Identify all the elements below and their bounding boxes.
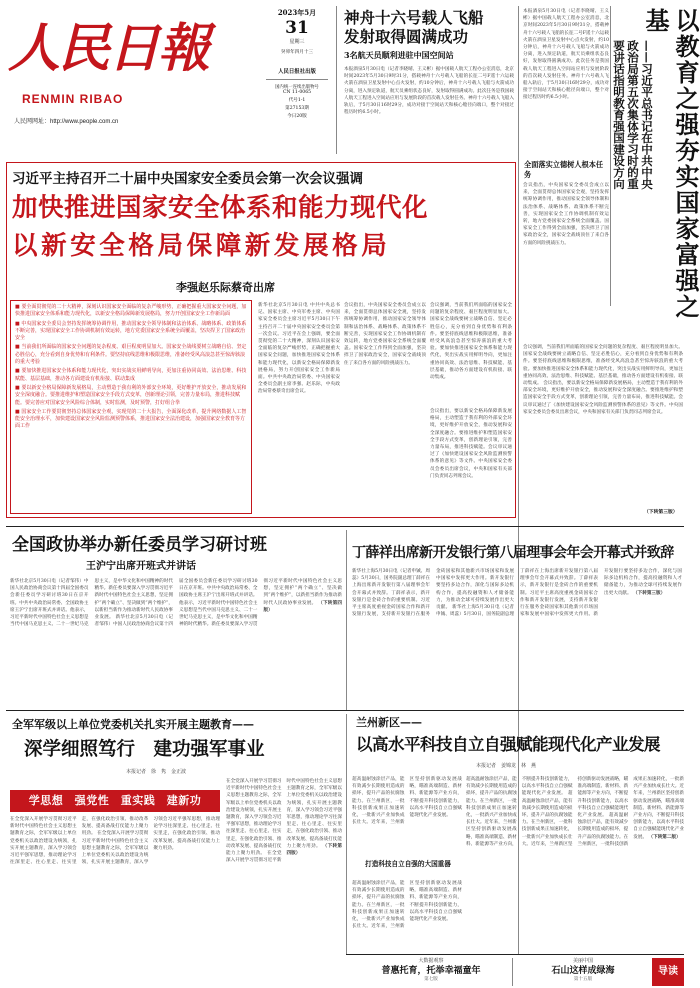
lanzhou-continue: （下转第二版） — [648, 834, 681, 840]
lead-body-col-3: 会议强调，当前我们所面临的国家安全问题的复杂程度、艰巨程度明显加大。国家安全战线要树立战略自信、坚定必胜信心，充分看到自身优势和有利条件。要坚持底线思维和极限思维，准备经受风高浪急甚至惊涛骇浪的重大考验。要加快推进国家安全体系和能力现代化，突出实战实用鲜明导向，更加注重协同高效、法治思维、科技赋能、基层基础，推动各方面建设有机衔接、联动集成。 — [430, 303, 512, 381]
promo-2-page: 第十五版 — [573, 977, 593, 982]
lunar-date: 癸卯年四月十三 — [280, 50, 314, 55]
lead-body-col-1: 新华社北京5月30日电 中共中央总书记、国家主席、中央军委主席、中央国家安全委员会主席习近平5月30日下午主持召开二十届中央国家安全委员会第一次会议。习近平在会上强调，要全面贯彻党的二十大精神，深刻认识国家安全面临的复杂严峻形势，正确把握重大国家安全问题，加快推进国家安全体系和能力现代化，以新安全格局保障新发展格局，努力开创国家安全工作新局面。中共中央政治局常委、中央国家安全委员会副主席李强、赵乐际，中央政治局常委蔡奇出席会议。 — [258, 303, 340, 395]
lead-kicker: 习近平主持召开二十届中央国家安全委员会第一次会议强调 — [12, 171, 363, 187]
promo-2-label: 美丽中国 — [572, 958, 593, 964]
lead-summary-item: ■ 当前我们所面临的国家安全问题的复杂程度、艰巨程度明显加大。国家安全战线要树立战略自信、坚定必胜信心，充分看到自身优势和有利条件。要坚持底线思维和极限思维，准备经受风高浪急甚至惊涛骇浪的重大考验 — [15, 344, 247, 366]
military-headline: 深学细照笃行 建功强军事业 — [24, 739, 265, 760]
top-news-body: 本报酒泉5月30日电（记者李晓晴、王义彬）据中国载人航天工程办公室消息，北京时间2023年5月30日9时31分，搭载神舟十六号载人飞船的长征二号F遥十六运载火箭在酒泉卫星发射中心点火发射，约10分钟后，神舟十六号载人飞船与火箭成功分离，进入预定轨道，航天员乘组状态良好，发射取得圆满成功。此次任务是我国载人航天工程进入空间站应用与发展阶段的首次载人发射任务。神舟十六号载人飞船入轨后，于5月30日16时29分，成功对接于空间站天和核心舱径向端口，整个对接过程历时约6.5小时。 — [344, 67, 514, 116]
lanzhou-body-1: 超高温耐蚀涂层产品，能有效减少长期使用造成的损坏，提升产品的抗腐蚀能力。在兰州新区，一批科技创新成果正加速转化，一批新兴产业加快成长壮大。近年来，兰州新区坚持创新驱动发展战略，瞄准高端制造、新材料、新能源等产业方向，不断提升科技创新能力，以高水平科技自立自强赋能现代化产业发展。 — [352, 777, 462, 826]
right-column-top-text — [523, 8, 609, 156]
bank-body: 新华社上海5月30日电（记者申铖、周蕊）5月30日，国务院副总理丁薛祥在上海出席新开发银行第八届理事会年会开幕式并致辞。丁薛祥表示，新开发银行是金砖合作的重要机制。习近平主席高度重视金砖国家合作和新开发银行发展，支持新开发银行在服务金砖国家和其他新兴市场国家和发展中国家中发挥更大作用。新开发银行要坚持多边合作，深化与国际多边机构合作，提高投融资和人才储备能力，为推动全球可持续发展作出更大贡献。 新华社上海5月30日电（记者申铖、周蕊）5月30日，国务院副总理丁薛祥在上海出席新开发银行第八届理事会年会开幕式并致辞。丁薛祥表示，新开发银行是金砖合作的重要机制。习近平主席高度重视金砖国家合作和新开发银行发展，支持新开发银行在服务金砖国家和其他新兴市场国家和发展中国家中发挥更大作用。新开发银行要坚持多边合作，深化与国际多边机构合作，提高投融资和人才储备能力，为推动全球可持续发展作出更大贡献。 （下转第三版） — [352, 569, 682, 618]
bullet-icon: ■ — [15, 384, 22, 391]
promo-1[interactable] — [356, 958, 506, 986]
lead-summary-item: ■ 要以新安全格局保障新发展格局，主动塑造于我有利的外部安全环境，更好维护开放安全，推动发展和安全深度融合。要推进维护和塑造国家安全手段方式变革，创新理论引领，完善力量布局，推进科技赋能。要完善应对国家安全风险综合体制，实时监测，及时预警，打好组合拳 — [15, 384, 247, 406]
military-body-left: 在全党深入开展学习贯彻习近平新时代中国特色社会主义思想主题教育之际，全军军级以上单位党委机关以政治建设为统领，扎实开展主题教育，深入学习领会习近平强军思想，推动理论学习往深里走、往心里走、往实里走，在强化政治引领、推动改革发展、提高备战打仗能力上聚力用劲。 在全党深入开展学习贯彻习近平新时代中国特色社会主义思想主题教育之际，全军军级以上单位党委机关以政治建设为统领，扎实开展主题教育，深入学习领会习近平强军思想，推动理论学习往深里走、往心里走、往实里走，在强化政治引领、推动改革发展、提高备战打仗能力上聚力用劲。 — [10, 817, 220, 866]
cppcc-headline: 全国政协举办新任委员学习研讨班 — [12, 535, 267, 555]
code-number: 代号1-1 — [288, 98, 306, 103]
promo-2[interactable] — [518, 958, 648, 986]
lead-summary-box — [10, 300, 252, 514]
guide-tab[interactable]: 导读 — [652, 958, 684, 986]
right-vertical-title: 以教育之强夯实国家富强之基 — [641, 8, 700, 320]
promo-2-title: 石山这样成绿海 — [551, 966, 615, 976]
right-text-body-1: 会议指出，中央国家安全委员会成立以来，全面贯彻总体国家安全观，坚持发挥统筹协调作用，推动国家安全领导体制和法治体系、战略体系、政策体系不断完善，实现国家安全工作协调机制有效运转，地方党委国家安全系统全面覆盖。国家安全工作得到全面加强，坚决捍卫了国家政治安全，国家安全战线顶住了来自各方面的风险挑战压力。 — [523, 183, 609, 246]
logo-text: 人民日報 — [8, 18, 209, 79]
lanzhou-headline: 以高水平科技自立自强赋能现代化产业发展 — [356, 735, 660, 754]
date-day: 31 — [285, 18, 309, 38]
lanzhou-inner-subhead: 打造科技自立自强的大国重器 — [365, 860, 451, 868]
lead-headline-2: 以新安全格局保障新发展格局 — [12, 231, 391, 261]
lead-summary-item: ■ 要加快推进国家安全体系和能力现代化，突出实战实用鲜明导向，更加注重协同高效、法治思维、科技赋能、基层基础，推动各方面建设有机衔接、联动集成 — [15, 368, 247, 382]
military-byline: 本报记者 徐 隽 金正波 — [126, 769, 187, 775]
issn-number: CN 11-0065 — [282, 90, 312, 95]
bullet-icon: ■ — [15, 344, 22, 351]
bullet-icon: ■ — [15, 408, 22, 415]
masthead-pinyin: RENMIN RIBAO — [22, 92, 124, 106]
right-vertical-subtitle: ——习近平总书记在中共中央政治局第五次集体学习时的重要讲话指明教育强国建设方向 — [612, 40, 654, 190]
lanzhou-byline: 本报记者 姜锦龙 林 燕 — [476, 763, 537, 769]
lead-body-col-4: 会议指出，要以新安全格局保障新发展格局，主动塑造于我有利的外部安全环境，更好维护开放安全，推动发展和安全深度融合。要推进维护和塑造国家安全手段方式变革，创新理论引领，完善力量布局，推进科技赋能。会议审议通过了《加快建设国家安全风险监测预警体系的意见》等文件。中央国家安全委员会委员出席会议，中央和国家有关部门负责同志列席会议。 — [430, 409, 512, 479]
right-sidebar-head: 全面落实立德树人根本任务 — [524, 160, 604, 179]
lead-body-col-2: 会议指出，中央国家安全委员会成立以来，全面贯彻总体国家安全观，坚持发挥统筹协调作用，推动国家安全领导体制和法治体系、战略体系、政策体系不断完善，实现国家安全工作协调机制有效运转，地方党委国家安全系统全面覆盖。国家安全工作得到全面加强，坚决捍卫了国家政治安全，国家安全战线顶住了来自各方面的风险挑战压力。 — [344, 303, 426, 366]
military-kicker: 全军军级以上单位党委机关扎实开展主题教育—— — [12, 718, 254, 731]
right-text-body-3: 会议指出，要以新安全格局保障新发展格局，主动塑造于我有利的外部安全环境，更好维护开放安全，推动发展和安全深度融合。要推进维护和塑造国家安全手段方式变革，创新理论引领，完善力量布局，推进科技赋能。会议审议通过了《加快建设国家安全风险监测预警体系的意见》等文件。中央国家安全委员会委员出席会议，中央和国家有关部门负责同志列席会议。 — [523, 381, 683, 415]
bullet-icon: ■ — [15, 320, 22, 327]
top-news-subhead: 3名航天员顺利进驻中国空间站 — [344, 50, 454, 60]
military-continue: （下转第四版） — [286, 843, 342, 857]
bank-continue: （下转第三版） — [633, 590, 666, 596]
promo-1-title: 普惠托育，托举幸福童年 — [381, 966, 481, 976]
issn-label: 国内统一连续出版物号 — [275, 85, 319, 90]
promo-1-label: 大数据观察 — [418, 958, 444, 964]
cppcc-continue: （下转第四版） — [263, 600, 342, 613]
right-text-body-2: 会议强调，当前我们所面临的国家安全问题的复杂程度、艰巨程度明显加大。国家安全战线要树立战略自信、坚定必胜信心，充分看到自身优势和有利条件。要坚持底线思维和极限思维，准备经受风高浪急甚至惊涛骇浪的重大考验。要加快推进国家安全体系和能力现代化，突出实战实用鲜明导向，更加注重协同高效、法治思维、科技赋能、基层基础，推动各方面建设有机衔接、联动集成。 — [523, 345, 683, 387]
issue-number: 第27153期 — [285, 106, 309, 111]
top-news — [344, 8, 514, 154]
cppcc-body: 新华社北京5月30日电（记者邹伟）中国人民政治协商会议第十四届全国委员会新任委员学习研讨班30日在京开班。中共中央政治局常委、全国政协主席王沪宁出席开班式并讲话。他表示，习近平新时代中国特色社会主义思想是当代中国马克思主义、二十一世纪马克思主义，是中华文化和中国精神的时代精华。新任委员要深入学习贯彻习近平新时代中国特色社会主义思想，坚定拥护“两个确立”、坚决做到“两个维护”，以新担当新作为推动新时代人民政协事业发展。 新华社北京5月30日电（记者邹伟）中国人民政治协商会议第十四届全国委员会新任委员学习研讨班30日在京开班。中共中央政治局常委、全国政协主席王沪宁出席开班式并讲话。他表示，习近平新时代中国特色社会主义思想是当代中国马克思主义、二十一世纪马克思主义，是中华文化和中国精神的时代精华。新任委员要深入学习贯彻习近平新时代中国特色社会主义思想，坚定拥护“两个确立”、坚决做到“两个维护”，以新担当新作为推动新时代人民政协事业发展。 （下转第四版） — [10, 579, 342, 628]
military-body-right: 在全党深入开展学习贯彻习近平新时代中国特色社会主义思想主题教育之际，全军军级以上单位党委机关以政治建设为统领，扎实开展主题教育，深入学习领会习近平强军思想，推动理论学习往深里走、往心里走、往实里走，在强化政治引领、推动改革发展、提高备战打仗能力上聚力用劲。 在全党深入开展学习贯彻习近平新时代中国特色社会主义思想主题教育之际，全军军级以上单位党委机关以政治建设为统领，扎实开展主题教育，深入学习领会习近平强军思想，推动理论学习往深里走、往心里走、往实里走，在强化政治引领、推动改革发展、提高备战打仗能力上聚力用劲。 （下转第四版） — [226, 779, 342, 864]
bullet-icon: ■ — [15, 304, 22, 310]
masthead-website: 人民网网址：http://www.people.com.cn — [14, 119, 119, 125]
masthead-logo — [8, 6, 233, 92]
bullet-icon: ■ — [15, 368, 22, 375]
military-banner: 学思想 强党性 重实践 建新功 — [10, 790, 220, 812]
publisher: 人民日报社出版 — [278, 69, 316, 75]
promo-1-page: 第七版 — [424, 977, 438, 982]
right-column-text-1 — [523, 182, 609, 342]
date-year-month: 2023年5月 — [277, 8, 317, 17]
right-column-text-2 — [523, 344, 683, 514]
lead-summary-item: ■ 中央国家安全委员会坚持发挥统筹协调作用，推动国家安全领导体制和法治体系、战略体系、政策体系不断完善，实现国家安全工作协调机制有效运转，地方党委国家安全系统全面覆盖，坚决捍卫了国家政治安全 — [15, 320, 247, 342]
lead-summary-item: ■ 要全面贯彻党的二十大精神，深刻认识国家安全面临的复杂严峻形势，正确把握重大国家安全问题，加快推进国家安全体系和能力现代化，以新安全格局保障新发展格局，努力开创国家安全工作新局面 — [15, 304, 247, 318]
lanzhou-kicker: 兰州新区—— — [356, 716, 422, 729]
bank-headline: 丁薛祥出席新开发银行第八届理事会年会开幕式并致辞 — [352, 545, 674, 561]
lead-headline-1: 加快推进国家安全体系和能力现代化 — [12, 193, 429, 223]
lanzhou-body-2: 超高温耐蚀涂层产品，能有效减少长期使用造成的损坏，提升产品的抗腐蚀能力。在兰州新区，一批科技创新成果正加速转化，一批新兴产业加快成长壮大。近年来，兰州新区坚持创新驱动发展战略，瞄准高端制造、新材料、新能源等产业方向，不断提升科技创新能力，以高水平科技自立自强赋能现代化产业发展。 — [352, 881, 462, 930]
cppcc-subhead: 王沪宁出席开班式并讲话 — [86, 561, 196, 572]
lead-summary-item: ■ 国家安全工作要贯彻坚持总体国家安全观，实现党的二十大报告，全面深化改革，提升网络数据人工智能安全治理水平，加快建设国家安全风险监测预警体系，推进国家安全法治建设，加强国家安全教育等方面工作 — [15, 408, 247, 430]
top-news-headline-1: 神舟十六号载人飞船 — [344, 8, 484, 27]
lead-subhead: 李强赵乐际蔡奇出席 — [176, 281, 275, 294]
masthead-date-block — [264, 8, 330, 148]
right-text-fill: 本报酒泉5月30日电（记者李晓晴、王义彬）据中国载人航天工程办公室消息，北京时间2023年5月30日9时31分，搭载神舟十六号载人飞船的长征二号F遥十六运载火箭在酒泉卫星发射中心点火发射，约10分钟后，神舟十六号载人飞船与火箭成功分离，进入预定轨道，航天员乘组状态良好，发射取得圆满成功。此次任务是我国载人航天工程进入空间站应用与发展阶段的首次载人发射任务。神舟十六号载人飞船入轨后，于5月30日16时29分，成功对接于空间站天和核心舱径向端口，整个对接过程历时约6.5小时。 — [523, 9, 609, 101]
right-continue-note: （下转第三版） — [644, 509, 678, 515]
top-news-headline-2: 发射取得圆满成功 — [344, 27, 469, 46]
lanzhou-body-3: 超高温耐蚀涂层产品，能有效减少长期使用造成的损坏，提升产品的抗腐蚀能力。在兰州新区，一批科技创新成果正加速转化，一批新兴产业加快成长壮大。近年来，兰州新区坚持创新驱动发展战略，瞄准高端制造、新材料、新能源等产业方向，不断提升科技创新能力，以高水平科技自立自强赋能现代化产业发展。 超高温耐蚀涂层产品，能有效减少长期使用造成的损坏，提升产品的抗腐蚀能力。在兰州新区，一批科技创新成果正加速转化，一批新兴产业加快成长壮大。近年来，兰州新区坚持创新驱动发展战略，瞄准高端制造、新材料、新能源等产业方向，不断提升科技创新能力，以高水平科技自立自强赋能现代化产业发展。 超高温耐蚀涂层产品，能有效减少长期使用造成的损坏，提升产品的抗腐蚀能力。在兰州新区，一批科技创新成果正加速转化，一批新兴产业加快成长壮大。近年来，兰州新区坚持创新驱动发展战略，瞄准高端制造、新材料、新能源等产业方向，不断提升科技创新能力，以高水平科技自立自强赋能现代化产业发展。 （下转第二版） — [466, 777, 684, 847]
page-count: 今日20版 — [287, 114, 307, 119]
weekday: 星期三 — [289, 39, 305, 45]
